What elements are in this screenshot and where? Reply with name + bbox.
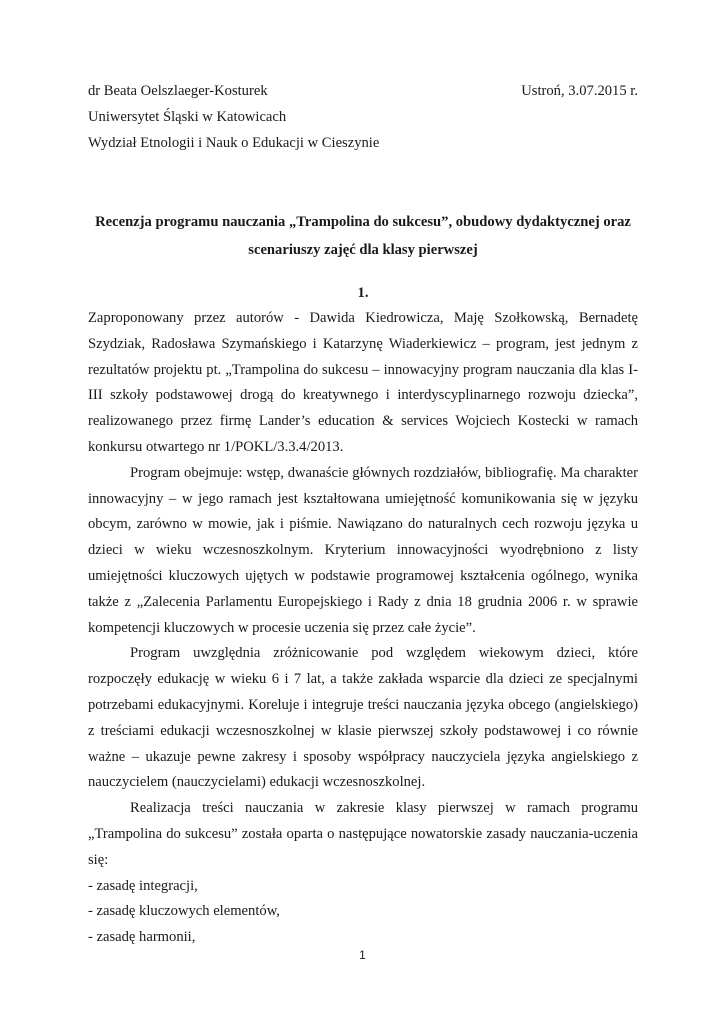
paragraph-1: Zaproponowany przez autorów - Dawida Kiedrowicza, Maję Szołkowską, Bernadetę Szydziak, Radosława Szymańskiego i Katarzynę Wiaderkiewicz – program, jest jednym z rezultatów projektu pt. „Trampolina do sukcesu – innowacyjny program nauczania dla klas I-III szkoły podstawowej drogą do kreatywnego i interdyscyplinarnego rozwoju dziecka”, realizowanego przez firmę Lander’s education & services Wojciech Kostecki w ramach konkursu otwartego nr 1/POKL/3.3.4/2013. [88, 310, 638, 455]
paragraph-2: Program obejmuje: wstęp, dwanaście głównych rozdziałów, bibliografię. Ma charakter innowacyjny – w jego ramach jest kształtowana umiejętność komunikowania się w języku obcym, zarówno w mowie, jak i piśmie. Nawiązano do naturalnych cech rozwoju języka u dzieci w wieku wczesnoszkolnym. Kryterium innowacyjności wyodrębniono z listy umiejętności kluczowych ujętych w podstawie programowej kształcenia ogólnego, wynika także z „Zalecenia Parlamentu Europejskiego i Rady z dnia 18 grudnia 2006 r. w sprawie kompetencji kluczowych w procesie uczenia się przez całe życie”. [88, 464, 638, 636]
document-title [88, 208, 638, 264]
title-line-2: scenariuszy zajęć dla klasy pierwszej [248, 242, 478, 258]
paragraph-4: Realizacja treści nauczania w zakresie klasy pierwszej w ramach programu „Trampolina do sukcesu” została oparta o następujące nowatorskie zasady nauczania-uczenia się: [88, 800, 638, 868]
list-item-integration: - zasadę integracji, [88, 877, 198, 894]
document-page [88, 78, 638, 951]
place-date: Ustroń, 3.07.2015 r. [521, 83, 638, 99]
header-first-row [88, 78, 638, 104]
list-item-harmony: - zasadę harmonii, [88, 929, 196, 946]
list-item-key-elements: - zasadę kluczowych elementów, [88, 903, 280, 920]
section-number: 1. [357, 285, 369, 301]
title-line-1: Recenzja programu nauczania „Trampolina do sukcesu”, obudowy dydaktycznej oraz [95, 214, 631, 230]
page-number: 1 [359, 948, 366, 962]
author-name: dr Beata Oelszlaeger-Kosturek [88, 83, 268, 99]
faculty-name: Wydział Etnologii i Nauk o Edukacji w Cieszynie [88, 135, 380, 151]
paragraph-3: Program uwzględnia zróżnicowanie pod względem wiekowym dzieci, które rozpoczęły edukację w wieku 6 i 7 lat, a także zakłada wsparcie dla dzieci ze specjalnymi potrzebami edukacyjnymi. Koreluje i integruje treści nauczania języka obcego (angielskiego) z treściami edukacji wczesnoszkolnej w klasie pierwszej szkoły podstawowej i co równie ważne – ukazuje pewne zakresy i sposoby współpracy nauczyciela języka angielskiego z nauczycielem (nauczycielami) edukacji wczesnoszkolnej. [88, 645, 638, 791]
university-name: Uniwersytet Śląski w Katowicach [88, 109, 287, 125]
